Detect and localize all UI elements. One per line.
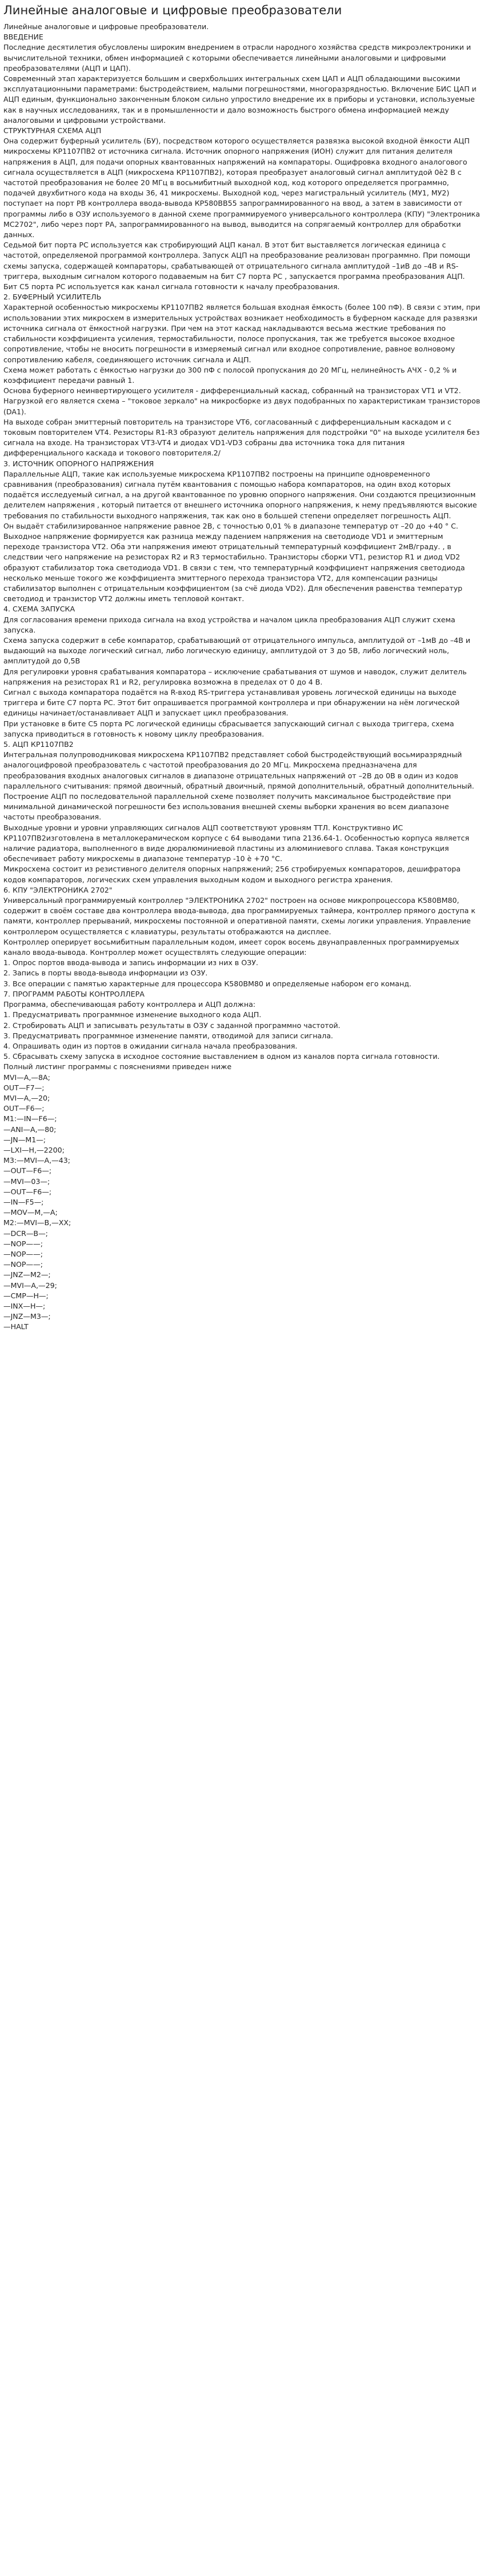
article-paragraph: 2. БУФЕРНЫЙ УСИЛИТЕЛЬ xyxy=(3,293,102,302)
article-paragraph: Параллельные АЦП, такие как используемые микросхема КР1107ПВ2 построены на принципе одновременного сравнивания (преобразования) сигнала путём квантования с помощью набора компараторов, на один вход которых подаётся исследуемый сигнал, а на другой квантованное по уровню опорного напряжения. Они создаются прецизионным делителем напряжения , который питается от внешнего источника опорного напряжения, к нему предъявляются высокие требования по стабильности выходного напряжения, так как оно в большей степени определяет погрешность АЦП. xyxy=(3,469,477,520)
article-paragraph: —ANI—A,—80; xyxy=(3,1125,57,1134)
article-paragraph: Построение АЦП по последовательной параллельной схеме позволяет получить максимальное быстродействие при минимальной динамической погрешности без использования внешней схемы выборки хранения во всем диапазоне частоты преобразования. xyxy=(3,792,451,822)
article-paragraph: При установке в бите С5 порта РС логической единицы сбрасывается запускающий сигнал с выхода триггера, схема запуска приводиться в готовность к новому циклу преобразования. xyxy=(3,719,454,738)
article-body xyxy=(3,22,481,1333)
article-paragraph: —HALT xyxy=(3,1322,29,1331)
article-paragraph: 1. Опрос портов ввода-вывода и запись информации из них в ОЗУ. xyxy=(3,958,258,967)
article-paragraph: Для согласования времени прихода сигнала на вход устройства и началом цикла преобразования АЦП служит схема запуска. xyxy=(3,615,455,634)
article-paragraph: —JNZ—M2—; xyxy=(3,1270,51,1279)
article-paragraph: Сигнал с выхода компаратора подаётся на R-вход RS-триггера устанавливая уровень логической единицы на выходе триггера и бите С7 порта РС. Этот бит опрашивается программой контроллера и при обнаружении на нём логической единицы начинает/останавливает АЦП и запускает цикл преобразования. xyxy=(3,688,460,718)
article-paragraph: 3. ИСТОЧНИК ОПОРНОГО НАПРЯЖЕНИЯ xyxy=(3,459,154,468)
article-paragraph: OUT—F7—; xyxy=(3,1083,45,1092)
article-paragraph: —LXI—H,—2200; xyxy=(3,1145,65,1154)
article-paragraph: —NOP——; xyxy=(3,1239,43,1248)
article-paragraph: 4. СХЕМА ЗАПУСКА xyxy=(3,605,75,614)
article-paragraph: 3. Предусматривать программное изменение памяти, отводимой для записи сигнала. xyxy=(3,1031,333,1040)
article-paragraph: MVI—A,—20; xyxy=(3,1093,50,1102)
article-paragraph: —MOV—M,—A; xyxy=(3,1208,58,1217)
article-paragraph: Для регулировки уровня срабатывания компаратора – исключение срабатывания от шумов и наводок, служит делитель напряжения на резисторах R1 и R2, регулировка возможна в пределах от 0 до 4 В. xyxy=(3,667,467,686)
article-paragraph: ВВЕДЕНИЕ xyxy=(3,33,43,42)
article-paragraph: —OUT—F6—; xyxy=(3,1166,52,1175)
article-paragraph: 6. КПУ "ЭЛЕКТРОНИКА 2702" xyxy=(3,885,113,894)
article-paragraph: 7. ПРОГРАММ РАБОТЫ КОНТРОЛЛЕРА xyxy=(3,989,145,998)
article-paragraph: Программа, обеспечивающая работу контроллера и АЦП должна: xyxy=(3,1000,256,1009)
article-paragraph: M3:—MVI—A,—43; xyxy=(3,1156,70,1165)
article-paragraph: 3. Все операции с памятью характерные для процессора К580ВМ80 и определяемые набором его команд. xyxy=(3,979,411,988)
article-paragraph: —DCR—B—; xyxy=(3,1229,48,1238)
article-paragraph: 1. Предусматривать программное изменение выходного кода АЦП. xyxy=(3,1010,262,1019)
article-paragraph: Он выдаёт стабилизированное напряжение равное 2В, с точностью 0,01 % в диапазоне температур от –20 до +40 ° С. xyxy=(3,521,458,530)
article-paragraph: Она содержит буферный усилитель (БУ), посредством которого осуществляется развязка высокой входной ёмкости АЦП микросхемы КР1107ПВ2 от источника сигнала. Источник опорного напряжения (ИОН) служит для питания делителя напряжения в АЦП, для подачи опорных квантованных напряжений на компараторы. Ощифровка входного аналогового сигнала осуществляется в АЦП (микросхема КР1107ПВ2), которая преобразует аналоговый сигнал амплитудой 0è2 В с частотой преобразования не более 20 МГц в восьмибитный выходной код, код которого определяется программно, подачей двухбитного кода на входы 36, 41 микросхемы. Выходной код, через магистральный усилитель (МУ1, МУ2) поступает на порт РВ контроллера ввода-вывода КР580ВВ55 запрограммированного на ввод, а затем в зависимости от программы либо в ОЗУ используемого в данной схеме программируемого универсального контроллера (КПУ) "Электроника МС2702", либо через порт РА, запрограммированного на вывод, выводится на сопрягаемый контроллер для обработки данных. xyxy=(3,137,480,239)
article-paragraph: СТРУКТУРНАЯ СХЕМА АЦП xyxy=(3,126,102,135)
article-paragraph: Выходное напряжение формируется как разница между падением напряжения на светодиоде VD1 и эмиттерным переходе транзистора VT2. Оба эти напряжения имеют отрицательный температурный коэффициент 2мВ/граду. , в следствии чего напряжение на резисторах R2 и R3 термостабильно. Транзисторы сборки VT1, резистор R1 и диод VD2 образуют стабилизатор тока светодиода VD1. В связи с тем, что температурный коэффициент напряжения светодиода несколько меньше токого же коэффициента эмиттерного перехода транзистора VT2, для компенсации разницы стабилизатор выполнен с отрицательным коэффициентом (за счё диода VD2). Для обеспечения равенства температур светодиод и транзистор VT2 должны иметь тепловой контакт. xyxy=(3,531,465,603)
article-paragraph: —MVI—A,—29; xyxy=(3,1281,57,1290)
article-paragraph: Линейные аналоговые и цифровые преобразователи. xyxy=(3,22,209,31)
article-paragraph: 2. Запись в порты ввода-вывода информации из ОЗУ. xyxy=(3,969,208,978)
article-paragraph: Характерной особенностью микросхемы КР1107ПВ2 является большая входная ёмкость (более 100 пФ). В связи с этим, при использовании этих микросхем в измерительных устройствах возникает необходимость в буферном каскаде для развязки источника сигнала от ёмкостной нагрузки. При чем на этот каскад накладываются весьма жесткие требования по стабильности коэффициента усиления, термостабильности, полосе пропускания, так же требуется высокое входное сопротивление, чтобы не вносить погрешности в измеряемый сигнал или входное сопротивление, равное волновому сопротивлению кабеля, соединяющего источник сигнала и АЦП. xyxy=(3,303,481,364)
article-paragraph: Контроллер оперирует восьмибитным параллельным кодом, имеет сорок восемь двунаправленных программируемых канало ввода-вывода. Контроллер может осуществлять следующие операции: xyxy=(3,937,459,957)
article-paragraph: Седьмой бит порта РС используется как стробирующий АЦП канал. В этот бит выставляется логическая единица с частотой, определяемой программой контроллера. Запуск АЦП на преобразование реализован программно. При помощи схемы запуска, содержащей компараторы, срабатывающей от отрицательного сигнала амплитудой –1иВ до –4В и RS-триггера, выходным сигналом которого подаваемым на бит С7 порта РС , запускается программа преобразования АЦП. Бит С5 порта РС используется как канал сигнала готовности к началу преобразования. xyxy=(3,241,470,291)
article-paragraph: —NOP——; xyxy=(3,1260,43,1269)
article-paragraph: —INX—H—; xyxy=(3,1301,46,1310)
page-title: Линейные аналоговые и цифровые преобразователи xyxy=(3,3,342,17)
article-paragraph: Последние десятилетия обусловлены широким внедрением в отрасли народного хозяйства средств микроэлектроники и вычислительной техники, обмен информацией с которыми обеспечивается линейными аналоговыми и цифровыми преобразователями (АЦП и ЦАП). xyxy=(3,43,471,73)
article-paragraph: —MVI—03—; xyxy=(3,1177,50,1186)
article-paragraph: Схема может работать с ёмкостью нагрузки до 300 пФ с полосой пропускания до 20 МГц, нелинейность АЧХ - 0,2 % и коэффициент передачи равный 1. xyxy=(3,365,457,385)
article-paragraph: Схема запуска содержит в себе компаратор, срабатывающий от отрицательного импульса, амплитудой от –1мВ до –4В и выдающий на выходе логический сигнал, либо логическую единицу, амплитудой от 3 до 5В, либо логический ноль, амплитудой до 0,5В xyxy=(3,635,471,666)
article-paragraph: —IN—F5—; xyxy=(3,1197,44,1206)
article-paragraph: —OUT—F6—; xyxy=(3,1187,52,1196)
article-paragraph: —JNZ—M3—; xyxy=(3,1312,51,1321)
article-paragraph: Универсальный программируемый контроллер "ЭЛЕКТРОНИКА 2702" построен на основе микропроцессора К580ВМ80, содержит в своём составе два контроллера ввода-вывода, два программируемых таймера, контроллер прямого доступа к памяти, контроллер прерываний, микросхемы постоянной и оперативной памяти, схемы логики управления. Управление контроллером осуществляется с клавиатуры, результаты отображаются на дисплее. xyxy=(3,896,475,936)
article-paragraph: Полный листинг программы с пояснениями приведен ниже xyxy=(3,1062,232,1071)
article-paragraph: 4. Опрашивать один из портов в ожидании сигнала начала преобразования. xyxy=(3,1041,298,1050)
article-paragraph: —JN—M1—; xyxy=(3,1135,46,1144)
article-paragraph: Основа буферного неинвертирующего усилителя - дифференциальный каскад, собранный на транзисторах VT1 и VT2. Нагрузкой его является схема – "токовое зеркало" на микросборке из двух подобранных по характеристикам транзисторов (DA1). xyxy=(3,386,481,416)
article-paragraph: 5. АЦП КР1107ПВ2 xyxy=(3,740,74,749)
article-paragraph: OUT—F6—; xyxy=(3,1104,45,1113)
article-paragraph: M1:—IN—F6—; xyxy=(3,1114,57,1123)
article-paragraph: Микросхема состоит из резистивного делителя опорных напряжений; 256 стробируемых компараторов, дешифратора кодов компараторов, логических схем управления выходным кодом и выходного регистра хранения. xyxy=(3,865,461,884)
article-paragraph: Выходные уровни и уровни управляющих сигналов АЦП соответствуют уровням ТТЛ. Конструктивно ИС КР1107ПВ2изготовлена в металлокерамическом корпусе с 64 выводами типа 2136.64-1. Особенностью корпуса является наличие радиатора, выполненного в виде дюралюминиевой пластины из алюминиевого сплава. Такая конструкция обеспечивает работу микросхемы в диапазоне температур -10 è +70 °С. xyxy=(3,823,470,863)
article-paragraph: На выходе собран эмиттерный повторитель на транзисторе VT6, согласованный с дифференциальным каскадом и с токовым повторителем VT4. Резисторы R1-R3 образуют делитель напряжения для подстройки "0" на выходе усилителя без сигнала на входе. На транзисторах VT3-VT4 и диодах VD1-VD3 собраны два источника тока для питания дифференциального каскада и токового повторителя.2/ xyxy=(3,417,480,458)
article-paragraph: —NOP——; xyxy=(3,1249,43,1258)
article-paragraph: 5. Сбрасывать схему запуска в исходное состояние выставлением в одном из каналов порта сигнала готовности. xyxy=(3,1052,440,1061)
article-paragraph: Интегральная полупроводниковая микросхема КР1107ПВ2 представляет собой быстродействующий восьмиразрядный аналогоцифровой преобразователь с частотой преобразования до 20 МГц. Микросхема предназначена для преобразования входных аналоговых сигналов в диапазоне отрицательных напряжений от –2В до 0В в один из кодов параллельного считывания: прямой двоичный, обратный двоичный, прямой дополнительный, обратный дополнительный. xyxy=(3,750,474,790)
article-paragraph: MVI—A,—8A; xyxy=(3,1073,50,1082)
article-paragraph: —CMP—H—; xyxy=(3,1291,49,1300)
article-paragraph: Современный этап характеризуется большим и сверхбольших интегральных схем ЦАП и АЦП обладающими высокими эксплуатационными параметрами: быстродействием, малыми погрешностями, многоразрядностью. Включение БИС ЦАП и АЦП единым, функционально законченным блоком сильно упростило внедрение их в приборы и установки, используемые как в научных исследованиях, так и в промышленности и дало возможность быстрого обмена информацией между аналоговыми и цифровыми устройствами. xyxy=(3,74,477,125)
article-paragraph: M2:—MVI—B,—XX; xyxy=(3,1218,71,1227)
article-paragraph: 2. Стробировать АЦП и записывать результаты в ОЗУ с заданной программно частотой. xyxy=(3,1021,341,1030)
